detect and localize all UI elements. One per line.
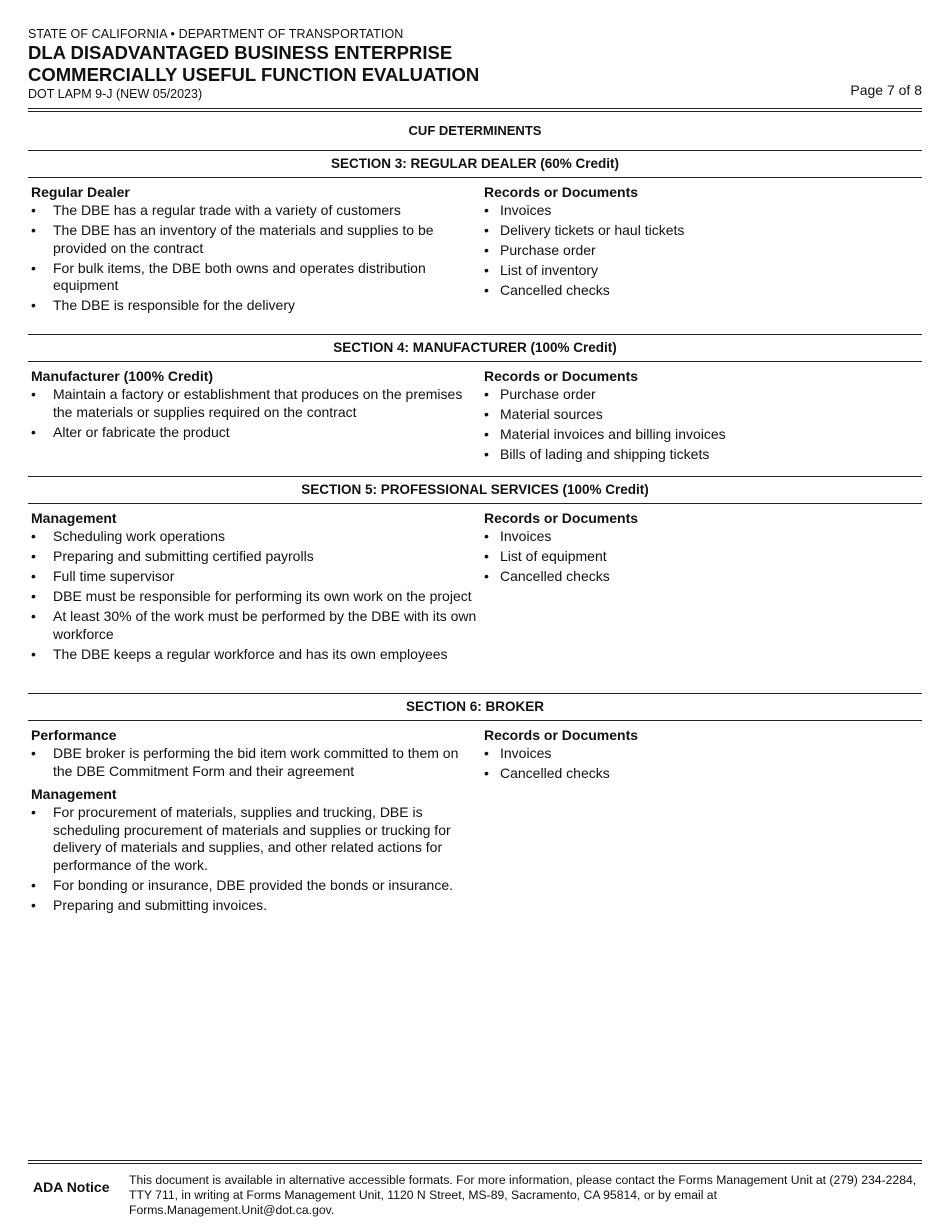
list-item-text: Delivery tickets or haul tickets xyxy=(500,222,685,238)
section-6-title: SECTION 6: BROKER xyxy=(405,699,544,714)
ada-notice-text: This document is available in alternative accessible formats. For more information, please contact the Forms Management Unit at (279) 234-2284, TTY 711, in writing at Forms Management Unit, 1120 N Street, MS-89, Sacramento, CA 95814, or by email at Forms.Management.Unit@dot.ca.gov. xyxy=(129,1173,917,1217)
list-item-text: Scheduling work operations xyxy=(53,528,225,544)
list-item xyxy=(484,568,914,586)
list-item xyxy=(31,260,481,295)
list-item-text: For procurement of materials, supplies and trucking, DBE is scheduling procurement of materials and supplies or trucking for delivery of materials and supplies, and other related actions for performance of the work. xyxy=(53,804,451,873)
bullet-icon: • xyxy=(484,242,489,258)
bullet-icon: • xyxy=(484,548,489,564)
section-3-title: SECTION 3: REGULAR DEALER (60% Credit) xyxy=(330,156,620,171)
bullet-icon: • xyxy=(31,548,36,564)
list-item xyxy=(31,568,481,586)
section-3-right-heading: Records or Documents xyxy=(484,184,639,200)
bullet-icon: • xyxy=(31,259,36,276)
section-5-left-list xyxy=(31,528,481,663)
list-item-text: Maintain a factory or establishment that produces on the premises the materials or supplies required on the contract xyxy=(53,386,463,420)
list-item-text: Alter or fabricate the product xyxy=(53,423,230,440)
section-4-right-heading: Records or Documents xyxy=(484,368,639,384)
list-item xyxy=(484,406,914,424)
section-5-left-column xyxy=(31,508,481,693)
section-4-left-list xyxy=(31,386,481,441)
main-title: CUF DETERMINENTS xyxy=(408,123,542,138)
section-4-right-list xyxy=(484,386,914,464)
bullet-icon: • xyxy=(31,876,36,893)
list-item-text: At least 30% of the work must be performed by the DBE with its own workforce xyxy=(53,608,477,642)
list-item-text: Purchase order xyxy=(500,386,596,402)
section-6-right-list xyxy=(484,745,914,783)
ada-notice xyxy=(28,1164,922,1218)
section-4-right-column xyxy=(481,366,914,476)
section-4-left-heading: Manufacturer (100% Credit) xyxy=(31,368,214,384)
bullet-icon: • xyxy=(31,608,36,624)
bullet-icon: • xyxy=(484,426,489,442)
section-6-left-heading: Performance xyxy=(31,727,117,743)
list-item-text: Invoices xyxy=(500,745,552,761)
list-item xyxy=(31,588,481,606)
agency-line: STATE OF CALIFORNIA • DEPARTMENT OF TRANSPORTATION xyxy=(28,27,404,41)
list-item-text: Invoices xyxy=(500,202,552,218)
section-6-left-column xyxy=(31,725,481,917)
section-4-body xyxy=(28,362,922,476)
section-5-title: SECTION 5: PROFESSIONAL SERVICES (100% Credit) xyxy=(301,482,649,497)
list-item xyxy=(484,548,914,566)
bullet-icon: • xyxy=(31,528,36,544)
section-3-left-list xyxy=(31,202,481,315)
bullet-icon: • xyxy=(484,202,489,218)
bullet-icon: • xyxy=(484,406,489,422)
section-6-right-column xyxy=(481,725,914,917)
bullet-icon: • xyxy=(31,423,36,440)
list-item-text: Preparing and submitting invoices. xyxy=(53,896,268,913)
bullet-icon: • xyxy=(31,804,36,820)
list-item xyxy=(31,608,481,643)
list-item-text: The DBE has a regular trade with a variety of customers xyxy=(53,202,401,218)
list-item xyxy=(31,745,481,780)
list-item-text: Cancelled checks xyxy=(500,568,610,584)
section-3-left-heading: Regular Dealer xyxy=(31,184,130,200)
section-6-right-heading: Records or Documents xyxy=(484,727,639,743)
section-5-right-list xyxy=(484,528,914,586)
list-item xyxy=(484,262,914,280)
list-item xyxy=(31,202,481,220)
section-6-left-heading-2: Management xyxy=(31,786,117,802)
list-item-text: Bills of lading and shipping tickets xyxy=(500,446,710,462)
section-5-right-column xyxy=(481,508,914,693)
list-item-text: Material invoices and billing invoices xyxy=(500,426,726,442)
list-item-text: The DBE keeps a regular workforce and has its own employees xyxy=(53,645,448,662)
list-item-text: Invoices xyxy=(500,528,552,544)
section-6-left-list-2 xyxy=(31,804,481,914)
list-item xyxy=(31,297,481,315)
list-item xyxy=(31,804,481,874)
section-4-title: SECTION 4: MANUFACTURER (100% Credit) xyxy=(333,340,617,355)
list-item-text: For bonding or insurance, DBE provided the bonds or insurance. xyxy=(53,876,454,893)
section-5-right-heading: Records or Documents xyxy=(484,510,639,526)
list-item xyxy=(484,386,914,404)
list-item-text: DBE must be responsible for performing its own work on the project xyxy=(53,588,472,604)
ada-notice-label: ADA Notice xyxy=(33,1179,110,1195)
list-item-text: Full time supervisor xyxy=(53,568,175,584)
bullet-icon: • xyxy=(484,262,489,278)
list-item-text: Purchase order xyxy=(500,242,596,258)
list-item xyxy=(31,528,481,546)
section-3-right-list xyxy=(484,202,914,300)
bullet-icon: • xyxy=(31,568,36,584)
bullet-icon: • xyxy=(31,222,36,238)
list-item-text: The DBE is responsible for the delivery xyxy=(53,297,295,313)
list-item xyxy=(484,242,914,260)
form-title-line-2: COMMERCIALLY USEFUL FUNCTION EVALUATION xyxy=(28,64,480,85)
list-item xyxy=(484,765,914,783)
list-item-text: For bulk items, the DBE both owns and operates distribution equipment xyxy=(53,259,426,293)
bullet-icon: • xyxy=(31,386,36,402)
page-number: Page 7 of 8 xyxy=(850,82,922,98)
list-item xyxy=(484,202,914,220)
bullet-icon: • xyxy=(31,202,36,218)
bullet-icon: • xyxy=(484,446,489,462)
list-item xyxy=(484,446,914,464)
list-item-text: Material sources xyxy=(500,406,603,422)
section-6-body xyxy=(28,721,922,917)
bullet-icon: • xyxy=(484,386,489,402)
section-4-left-column xyxy=(31,366,481,476)
bullet-icon: • xyxy=(484,745,489,761)
list-item-text: Cancelled checks xyxy=(500,282,610,298)
bullet-icon: • xyxy=(31,896,36,913)
bullet-icon: • xyxy=(484,282,489,298)
form-page xyxy=(28,0,922,1230)
list-item xyxy=(484,222,914,240)
list-item xyxy=(31,424,481,442)
section-5-left-heading: Management xyxy=(31,510,117,526)
section-5-body xyxy=(28,504,922,693)
bullet-icon: • xyxy=(484,528,489,544)
section-3-left-column xyxy=(31,182,481,334)
list-item-text: The DBE has an inventory of the materials and supplies to be provided on the contract xyxy=(53,222,434,256)
list-item xyxy=(31,548,481,566)
section-3-right-column xyxy=(481,182,914,334)
bullet-icon: • xyxy=(31,588,36,604)
form-header xyxy=(28,0,922,108)
list-item-text: List of inventory xyxy=(500,262,599,278)
list-item xyxy=(484,745,914,763)
list-item-text: Cancelled checks xyxy=(500,765,610,781)
bullet-icon: • xyxy=(484,568,489,584)
form-title-line-1: DLA DISADVANTAGED BUSINESS ENTERPRISE xyxy=(28,42,453,63)
list-item-text: DBE broker is performing the bid item work committed to them on the DBE Commitment Form and their agreement xyxy=(53,745,459,779)
list-item xyxy=(484,528,914,546)
list-item xyxy=(31,222,481,257)
ada-footer xyxy=(28,1160,922,1218)
bullet-icon: • xyxy=(484,765,489,781)
section-3-body xyxy=(28,178,922,334)
form-number: DOT LAPM 9-J (NEW 05/2023) xyxy=(28,87,203,101)
list-item xyxy=(31,897,481,915)
list-item-text: Preparing and submitting certified payrolls xyxy=(53,548,314,564)
bullet-icon: • xyxy=(484,222,489,238)
list-item-text: List of equipment xyxy=(500,548,607,564)
bullet-icon: • xyxy=(31,297,36,313)
list-item xyxy=(31,877,481,895)
bullet-icon: • xyxy=(31,645,36,662)
list-item xyxy=(31,386,481,421)
bullet-icon: • xyxy=(31,745,36,761)
list-item xyxy=(484,282,914,300)
list-item xyxy=(484,426,914,444)
list-item xyxy=(31,646,481,664)
section-6-left-list xyxy=(31,745,481,780)
